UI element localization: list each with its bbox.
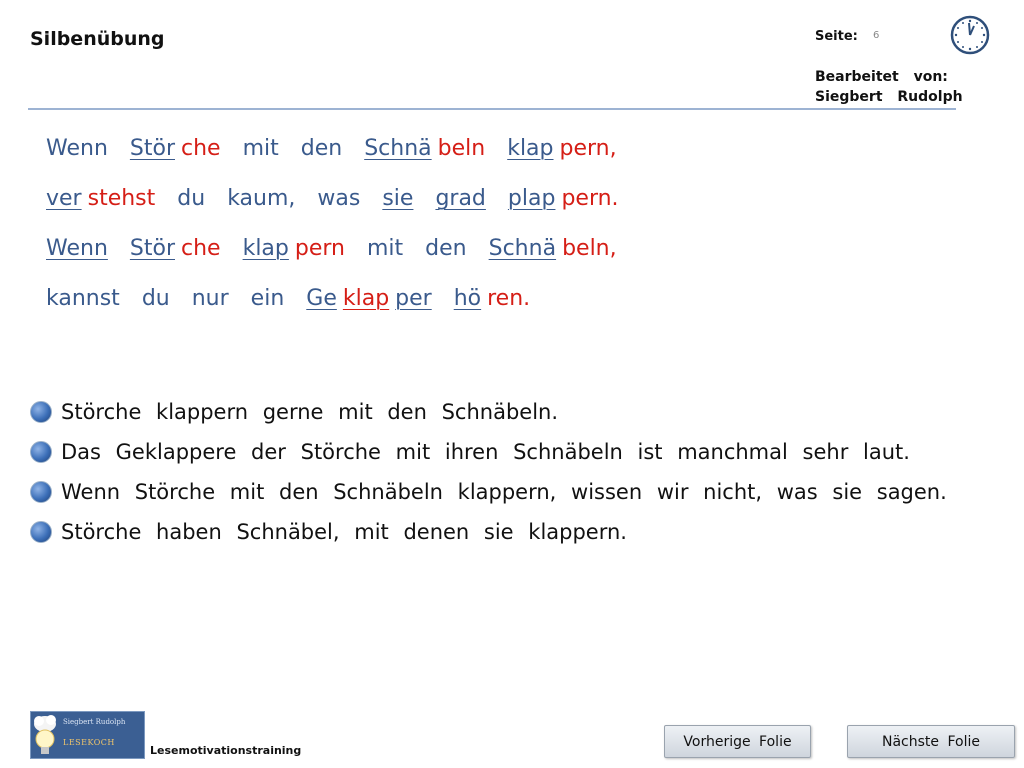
syllable-red: che <box>181 136 221 161</box>
answer-option-text: Störche haben Schnäbel, mit denen sie klappern. <box>61 520 627 544</box>
syllable-red: pern <box>294 236 345 261</box>
poem-word <box>243 132 279 166</box>
syllable-blue: was <box>317 186 361 211</box>
syllable-blue: Ge <box>306 286 337 311</box>
edited-by <box>815 67 963 107</box>
syllable-red: klap <box>342 286 390 311</box>
syllable-blue: Stör <box>129 136 175 161</box>
answer-option-text: Wenn Störche mit den Schnäbeln klappern, wissen wir nicht, was sie sagen. <box>61 480 947 504</box>
lightbulb-chef-icon <box>31 712 65 758</box>
page-title: Silbenübung <box>30 28 165 50</box>
edited-by-name: Siegbert Rudolph <box>815 89 963 105</box>
poem-word <box>382 182 413 216</box>
syllable-blue: mit <box>242 136 279 161</box>
answer-option[interactable] <box>30 392 947 432</box>
page-label: Seite: <box>815 29 858 44</box>
poem-word <box>435 182 485 216</box>
poem-word <box>364 132 485 166</box>
poem-word <box>130 232 221 266</box>
logo-author: Siegbert Rudolph <box>63 718 126 726</box>
syllable-blue: Wenn <box>46 236 108 261</box>
syllable-blue: du <box>141 286 170 311</box>
syllable-blue: ein <box>250 286 285 311</box>
edited-by-label: Bearbeitet von: <box>815 69 948 85</box>
answer-option-text: Störche klappern gerne mit den Schnäbeln. <box>61 400 559 424</box>
syllable-red: che <box>181 236 221 261</box>
answer-option[interactable] <box>30 432 947 472</box>
poem-word <box>46 232 108 266</box>
poem-word <box>192 282 229 316</box>
bullet-icon[interactable] <box>30 521 52 543</box>
syllable-red: ren. <box>487 286 531 311</box>
syllable-blue: klap <box>507 136 554 161</box>
poem-word <box>243 232 345 266</box>
poem-word <box>454 282 530 316</box>
poem-word <box>507 132 616 166</box>
syllable-blue: Schnä <box>488 236 557 261</box>
syllable-red: beln, <box>562 236 617 261</box>
bullet-icon[interactable] <box>30 481 52 503</box>
clock-icon <box>949 14 991 56</box>
poem-line <box>46 182 641 232</box>
answer-options <box>30 392 947 552</box>
poem-word <box>367 232 403 266</box>
header-divider <box>28 108 956 110</box>
syllable-blue: Wenn <box>46 136 108 161</box>
poem-word <box>177 182 205 216</box>
syllable-blue: den <box>425 236 467 261</box>
poem-word <box>508 182 619 216</box>
syllable-poem <box>46 132 641 332</box>
syllable-blue: grad <box>435 186 486 211</box>
syllable-blue: kannst <box>46 286 120 311</box>
syllable-blue: Schnä <box>364 136 432 161</box>
previous-slide-button[interactable]: Vorherige Folie <box>664 725 811 758</box>
logo-wordmark: LESEKOCH <box>63 738 115 747</box>
next-slide-button[interactable]: Nächste Folie <box>847 725 1015 758</box>
syllable-blue: den <box>300 136 343 161</box>
syllable-blue: du <box>177 186 206 211</box>
syllable-red: pern, <box>559 136 617 161</box>
page-number: 6 <box>873 30 880 41</box>
syllable-red: stehst <box>87 186 156 211</box>
poem-word <box>46 132 108 166</box>
lesekoch-logo <box>30 711 145 759</box>
syllable-blue: mit <box>367 236 404 261</box>
footer-label: Lesemotivationstraining <box>150 744 302 757</box>
syllable-blue: kaum, <box>227 186 296 211</box>
poem-line <box>46 232 641 282</box>
poem-word <box>227 182 295 216</box>
poem-word <box>301 132 342 166</box>
syllable-blue: Stör <box>129 236 175 261</box>
poem-word <box>306 282 431 316</box>
poem-word <box>130 132 221 166</box>
syllable-blue: ver <box>46 186 82 211</box>
syllable-blue: nur <box>191 286 229 311</box>
syllable-red: pern. <box>561 186 619 211</box>
syllable-blue: klap <box>242 236 289 261</box>
poem-word <box>46 282 120 316</box>
answer-option-text: Das Geklappere der Störche mit ihren Schnäbeln ist manchmal sehr laut. <box>61 440 910 464</box>
syllable-blue: hö <box>453 286 482 311</box>
syllable-blue: plap <box>507 186 556 211</box>
answer-option[interactable] <box>30 472 947 512</box>
syllable-red: beln <box>437 136 486 161</box>
syllable-blue: sie <box>382 186 414 211</box>
answer-option[interactable] <box>30 512 947 552</box>
poem-word <box>251 282 285 316</box>
poem-word <box>46 182 155 216</box>
bullet-icon[interactable] <box>30 441 52 463</box>
poem-line <box>46 132 641 182</box>
poem-word <box>425 232 466 266</box>
poem-word <box>489 232 617 266</box>
bullet-icon[interactable] <box>30 401 52 423</box>
poem-word <box>317 182 360 216</box>
syllable-blue: per <box>395 286 432 311</box>
poem-word <box>142 282 170 316</box>
poem-line <box>46 282 641 332</box>
